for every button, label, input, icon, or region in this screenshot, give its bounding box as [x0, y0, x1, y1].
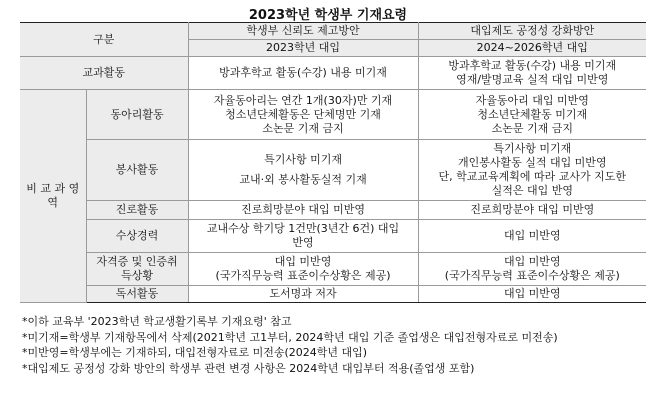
curricular-col2-line: 방과후학교 활동(수강) 내용 미기재: [448, 59, 617, 72]
table-header-row: [20, 23, 646, 40]
table-row: [20, 286, 646, 303]
row-label-awards: 수상경력: [86, 220, 188, 253]
certificates-col1-line: 대입 미반영: [274, 255, 332, 268]
footnotes: [22, 314, 642, 376]
certificates-col2-line: (국가직무능력 표준이수상황은 제공): [444, 269, 620, 282]
table-row: [20, 253, 646, 286]
certificates-col2: [418, 253, 646, 286]
certificates-col2-line: 대입 미반영: [503, 255, 561, 268]
row-label-club: 동아리활동: [86, 90, 188, 140]
curricular-col1: 방과후학교 활동(수강) 내용 미기재: [188, 57, 418, 90]
table-row: [20, 90, 646, 140]
header-col1-title: 학생부 신뢰도 제고방안: [188, 23, 418, 40]
club-col2-line: 청소년단체활동 미기재: [477, 107, 588, 121]
table-row: [20, 57, 646, 90]
volunteer-col2-line: 특기사항 미기재: [493, 142, 572, 155]
row-label-curricular: 교과활동: [20, 57, 188, 90]
career-col1: 진로희망분야 대입 미반영: [188, 201, 418, 220]
header-col2-title: 대입제도 공정성 강화방안: [418, 23, 646, 40]
row-label-career: 진로활동: [86, 201, 188, 220]
club-col1: [188, 90, 418, 140]
header-col2-year: 2024~2026학년 대입: [418, 40, 646, 57]
certificates-col1: [188, 253, 418, 286]
footnote: *미반영=학생부에는 기재하되, 대입전형자료로 미전송(2024학년 대입): [22, 346, 368, 359]
reading-col2: 대입 미반영: [418, 286, 646, 303]
club-col2-line: 자율동아리 대입 미반영: [475, 93, 589, 107]
certificates-label-line: 자격증 및 인증취: [96, 255, 178, 268]
table-row: [20, 220, 646, 253]
club-col1-line: 소논문 기재 금지: [262, 121, 344, 135]
volunteer-col1-line: 특기사항 미기재: [264, 153, 342, 166]
extracurricular-label: 비 교 과 영 역: [20, 90, 86, 303]
curricular-col2: [418, 57, 646, 90]
row-label-volunteer: 봉사활동: [86, 140, 188, 201]
table-row: [20, 140, 646, 201]
awards-col1-line: 반영: [292, 236, 314, 249]
volunteer-col2: [418, 140, 646, 201]
career-col2: 진로희망분야 대입 미반영: [418, 201, 646, 220]
volunteer-col2-line: 단, 학교교육계획에 따라 교사가 지도한: [438, 170, 627, 183]
awards-col1: [188, 220, 418, 253]
row-label-reading: 독서활동: [86, 286, 188, 303]
header-category: 구분: [20, 23, 188, 57]
volunteer-col2-line: 개인봉사활동 실적 대입 미반영: [457, 156, 607, 169]
volunteer-col2-line: 실적은 대입 반영: [491, 184, 573, 197]
volunteer-col1: [188, 140, 418, 201]
club-col1-line: 청소년단체활동은 단체명만 기재: [225, 107, 381, 121]
footnote: *대입제도 공정성 강화 방안의 학생부 관련 변경 사항은 2024학년 대입부터 적용(졸업생 포함): [22, 361, 475, 375]
curricular-col2-line: 영재/발명교육 실적 대입 미반영: [456, 73, 609, 86]
header-col1-year: 2023학년 대입: [188, 40, 418, 57]
footnote: *미기재=학생부 기재항목에서 삭제(2021학년 고1부터, 2024학년 대입 기준 졸업생은 대입전형자료로 미전송): [22, 330, 558, 344]
reading-col1: 도서명과 저자: [188, 286, 418, 303]
awards-col2: 대입 미반영: [418, 220, 646, 253]
row-label-certificates: [86, 253, 188, 286]
comparison-table: [20, 22, 646, 303]
club-col2: [418, 90, 646, 140]
awards-col1-line: 교내수상 학기당 1건만(3년간 6건) 대입: [206, 222, 400, 235]
club-col1-line: 자율동아리는 연간 1개(30자)만 기재: [213, 93, 393, 107]
volunteer-col1-line: 교내·외 봉사활동실적 기재: [239, 173, 367, 186]
certificates-label-line: 득상황: [121, 269, 153, 282]
certificates-col1-line: (국가직무능력 표준이수상황은 제공): [215, 269, 391, 282]
table-row: [20, 201, 646, 220]
footnote: *이하 교육부 '2023학년 학교생활기록부 기재요령' 참고: [22, 315, 292, 328]
document-title: 2023학년 학생부 기재요령: [248, 8, 408, 23]
club-col2-line: 소논문 기재 금지: [491, 121, 573, 135]
